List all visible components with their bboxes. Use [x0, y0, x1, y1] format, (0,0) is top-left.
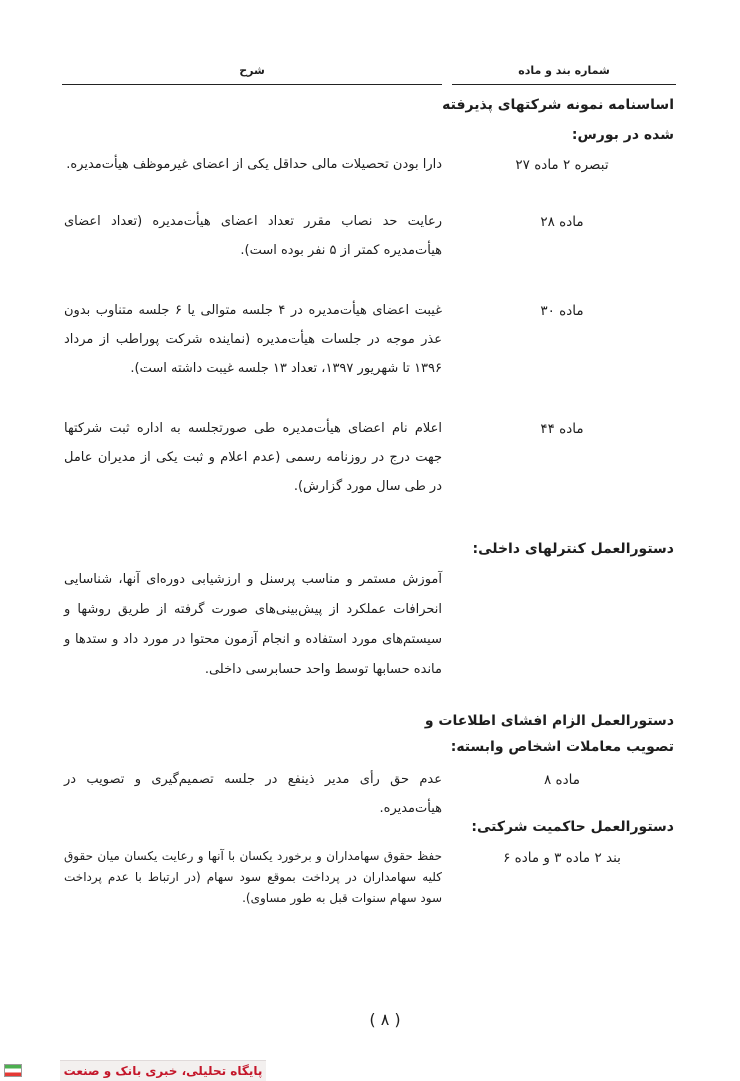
description-text: غیبت اعضای هیأت‌مدیره در ۴ جلسه متوالی یا ۶ جلسه متناوب بدون عذر موجه در جلسات هیأت‌مدیره (نماینده شرکت پوراطب از مرداد ۱۳۹۶ تا شهریور ۱۳۹۷، تعداد ۱۳ جلسه غیبت داشته است).	[64, 303, 443, 376]
description-text: عدم حق رأی مدیر ذینفع در جلسه تصمیم‌گیری و تصویب در هیأت‌مدیره.	[64, 772, 442, 816]
section-title-governance: دستورالعمل حاکمیت شرکتی:	[471, 819, 674, 835]
page-number: ( ۸ )	[369, 1010, 401, 1029]
section-title-disclosure	[424, 708, 674, 760]
header-rule-article	[452, 84, 676, 85]
article-ref: تبصره ۲ ماده ۲۷	[515, 157, 609, 173]
column-header-description: شرح	[239, 64, 265, 77]
article-ref: بند ۲ ماده ۳ و ماده ۶	[503, 850, 621, 866]
section-title-internal-controls: دستورالعمل کنترلهای داخلی:	[472, 541, 674, 557]
footer-site-name[interactable]: پایگاه تحلیلی، خبری بانک و صنعت	[60, 1060, 266, 1081]
description-text: دارا بودن تحصیلات مالی حداقل یکی از اعضای غیرموظف هیأت‌مدیره.	[66, 157, 442, 172]
section-title-bylaws	[442, 92, 674, 148]
column-header-article: شماره بند و ماده	[518, 64, 610, 77]
description-text: آموزش مستمر و مناسب پرسنل و ارزشیابی دوره‌ای آنها، شناسایی انحرافات عملکرد از پیش‌بینی‌های صورت گرفته از طریق روشها و سیستم‌های مورد استفاده و انجام آزمون محتوا در مورد داد و ستدها و مانده حسابها توسط واحد حسابرسی داخلی.	[64, 572, 442, 677]
article-ref: ماده ۴۴	[540, 421, 584, 437]
section-title-line: اساسنامه نمونه شرکتهای پذیرفته	[442, 97, 674, 113]
flag-icon	[4, 1064, 22, 1077]
header-rule-description	[62, 84, 442, 85]
article-ref: ماده ۸	[544, 772, 580, 788]
section-title-line: دستورالعمل الزام افشای اطلاعات و	[424, 713, 674, 729]
section-title-line: تصویب معاملات اشخاص وابسته:	[450, 739, 674, 755]
article-ref: ماده ۲۸	[540, 214, 584, 230]
description-text: رعایت حد نصاب مقرر تعداد اعضای هیأت‌مدیره (تعداد اعضای هیأت‌مدیره کمتر از ۵ نفر بوده است).	[64, 214, 442, 258]
description-text: اعلام نام اعضای هیأت‌مدیره طی صورتجلسه به اداره ثبت شرکتها جهت درج در روزنامه رسمی (عدم اعلام و ثبت یکی از مدیران عامل در طی سال مورد گزارش).	[64, 421, 442, 494]
description-text: حفظ حقوق سهامداران و برخورد یکسان با آنها و رعایت یکسان میان حقوق کلیه سهامداران در پرداخت بموقع سود سهام (در ارتباط با عدم پرداخت سود سهام سنوات قبل به طور مساوی).	[64, 849, 442, 905]
article-ref: ماده ۳۰	[540, 303, 584, 319]
section-title-line: شده در بورس:	[571, 127, 674, 143]
